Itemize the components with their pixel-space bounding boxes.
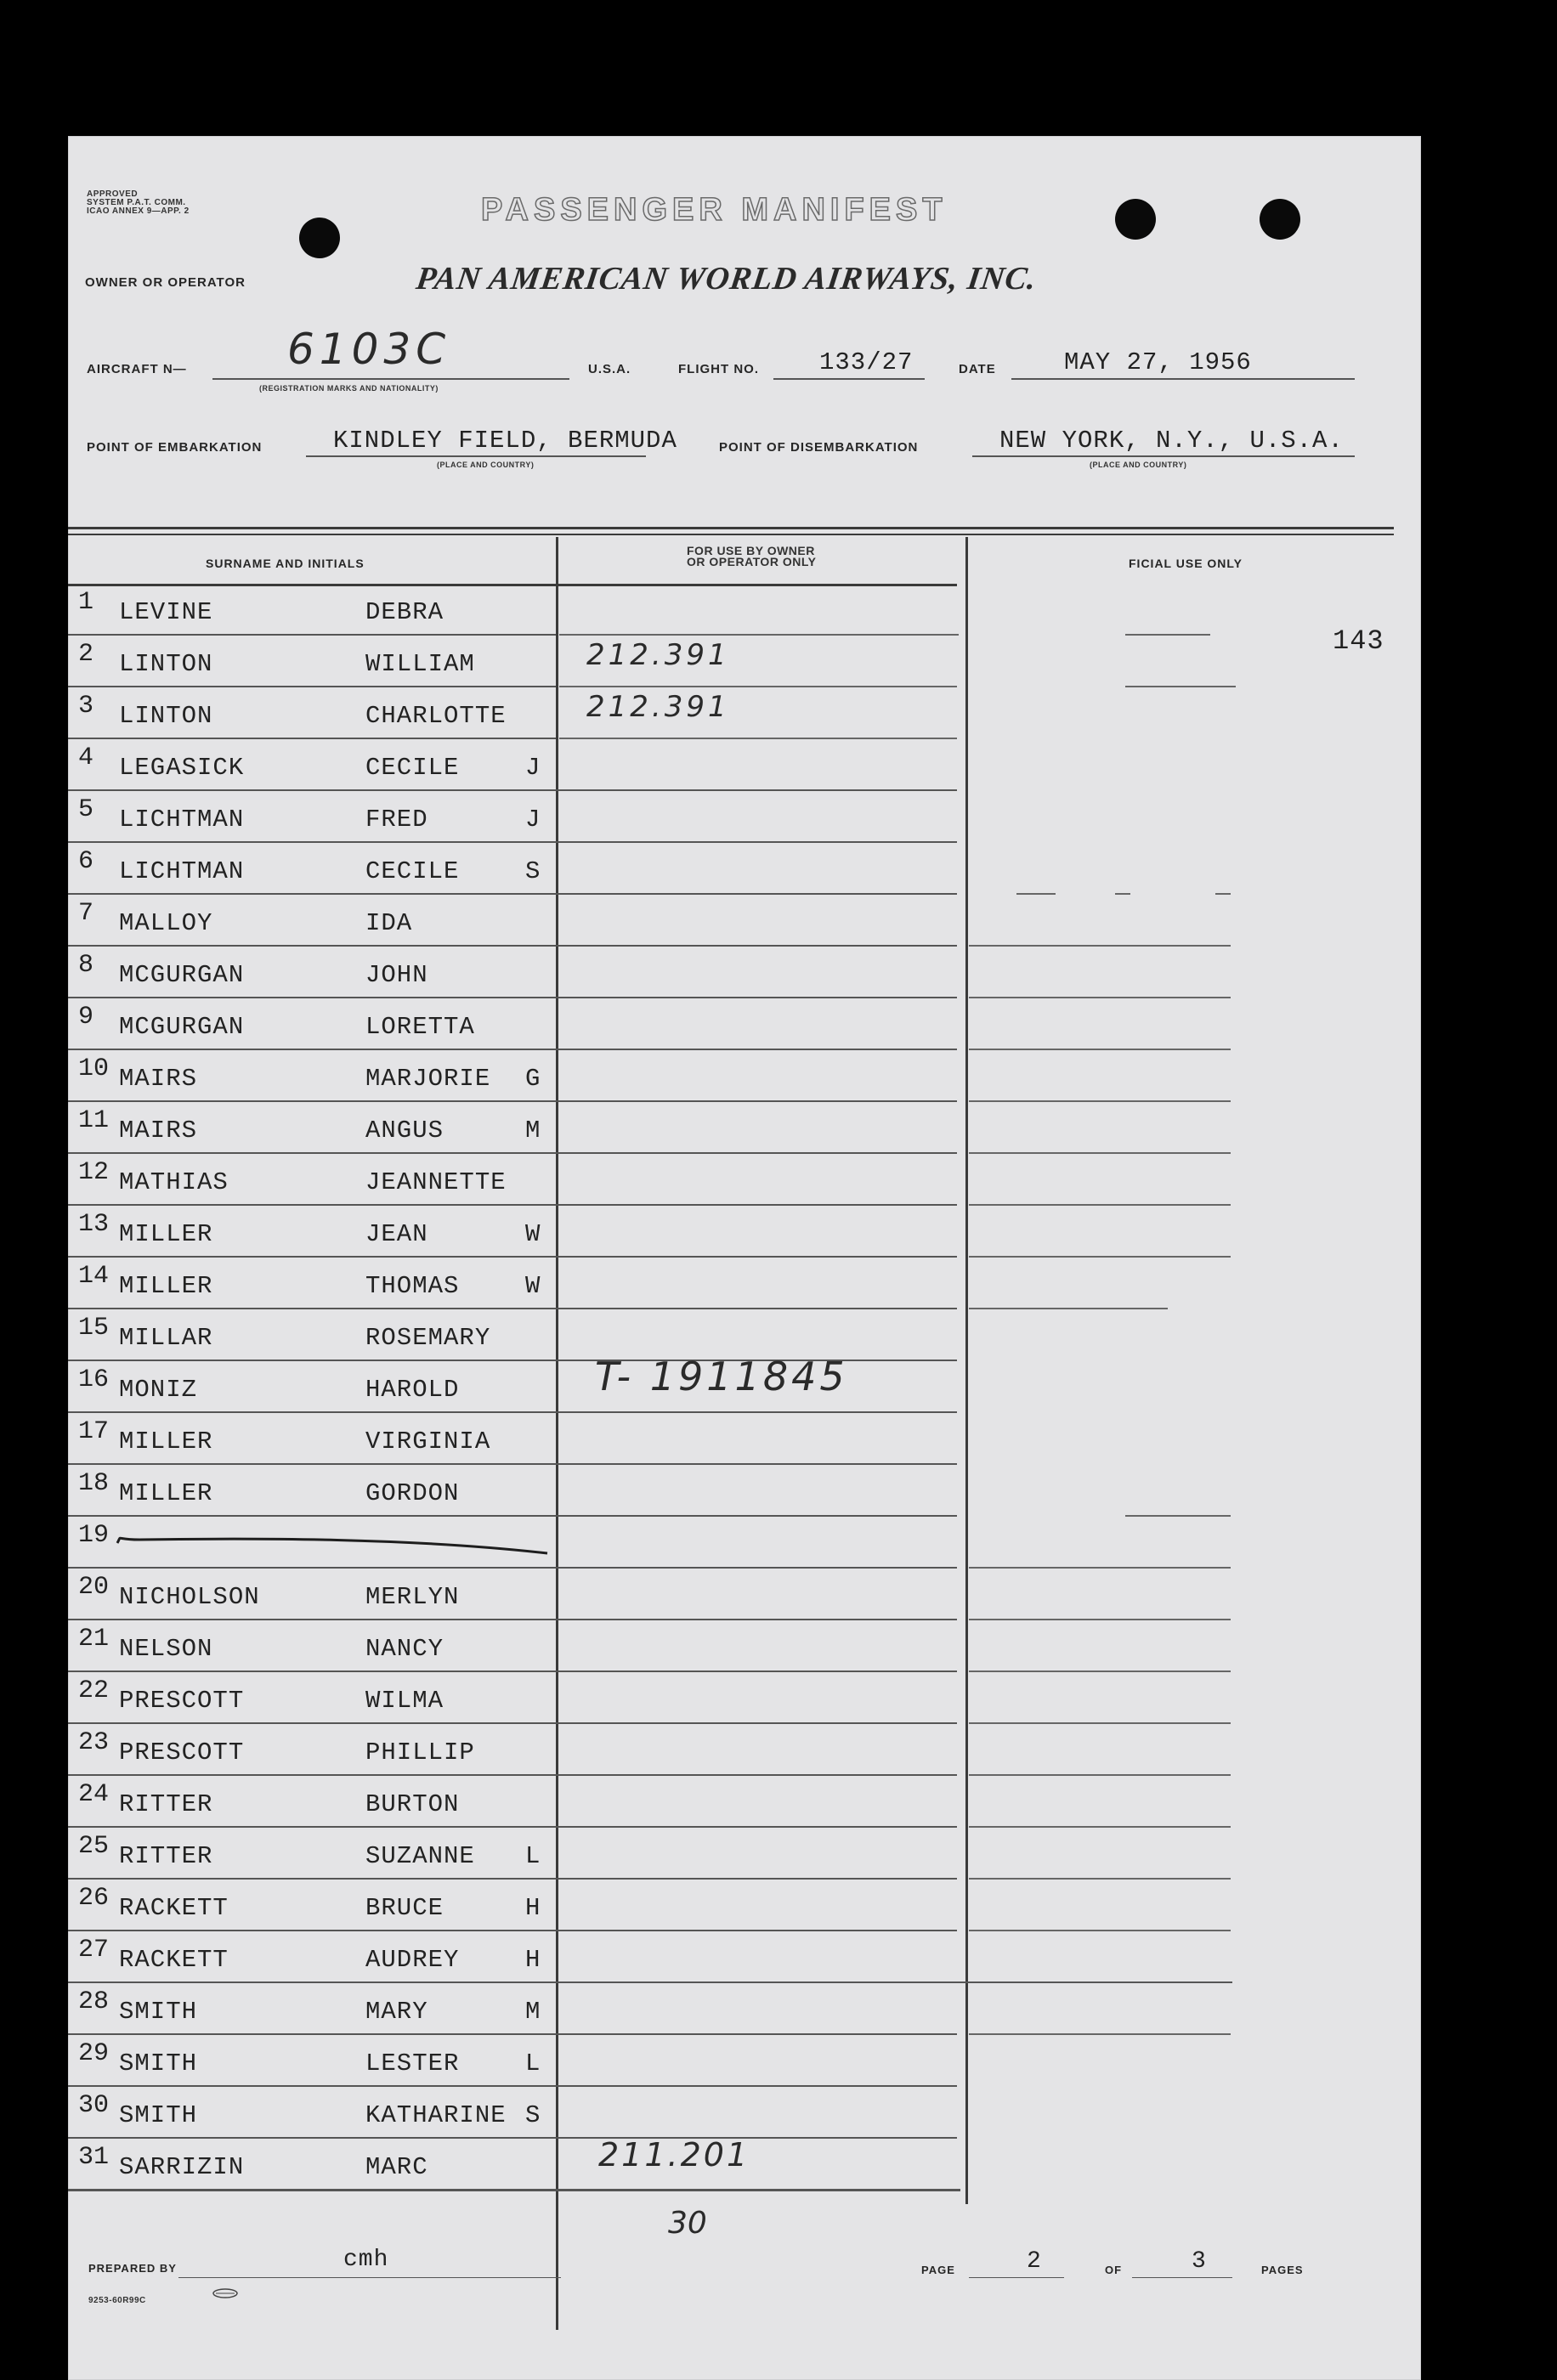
row-rule: [68, 1204, 957, 1206]
passenger-surname: MILLER: [119, 1479, 213, 1507]
passenger-initial: G: [525, 1065, 541, 1093]
passenger-given-name: BURTON: [365, 1790, 460, 1818]
col-header-official: FICIAL USE ONLY: [1129, 557, 1243, 570]
passenger-given-name: LORETTA: [365, 1013, 475, 1041]
row-number: 11: [78, 1106, 110, 1135]
owner-rule: [559, 686, 957, 687]
passenger-row: [68, 2089, 1421, 2141]
row-rule: [68, 997, 957, 998]
union-label-icon: [211, 2286, 240, 2301]
row-rule: [68, 1308, 957, 1309]
passenger-row: [68, 1416, 1421, 1467]
disembark-underline: [972, 455, 1355, 457]
disembark-label: POINT OF DISEMBARKATION: [719, 440, 919, 455]
row-number: 18: [78, 1469, 110, 1498]
row-number: 17: [78, 1417, 110, 1446]
row-rule: [68, 634, 556, 636]
operator-note: 211.201: [598, 2136, 750, 2174]
passenger-row: [68, 1053, 1421, 1105]
row-rule: [68, 686, 556, 687]
passenger-initial: M: [525, 1117, 541, 1145]
row-rule: [68, 2085, 957, 2087]
col-header-names: SURNAME AND INITIALS: [206, 557, 365, 570]
page-title: PASSENGER MANIFEST: [481, 192, 948, 228]
aircraft-number: 6103C: [287, 325, 451, 374]
passenger-row: [68, 1675, 1421, 1727]
operator-note: 212.391: [586, 690, 730, 724]
passenger-given-name: ANGUS: [365, 1117, 444, 1145]
row-rule: [68, 893, 957, 895]
passenger-row: [68, 1830, 1421, 1882]
passenger-surname: SMITH: [119, 2049, 198, 2078]
row-rule: [68, 1722, 957, 1724]
passenger-surname: NELSON: [119, 1635, 213, 1663]
official-rule: [969, 2033, 1231, 2035]
passenger-surname: LINTON: [119, 702, 213, 730]
row-rule: [68, 1930, 957, 1931]
row-number: 29: [78, 2039, 110, 2068]
row-rule: [68, 1567, 957, 1569]
row-rule: [68, 738, 556, 739]
passenger-given-name: JEAN: [365, 1220, 428, 1248]
date-label: DATE: [959, 362, 996, 376]
official-rule: [1215, 893, 1231, 895]
page-number: 2: [1027, 2248, 1042, 2275]
owner-label: OWNER OR OPERATOR: [85, 275, 246, 290]
passenger-surname: MCGURGAN: [119, 1013, 245, 1041]
passenger-surname: MILLER: [119, 1220, 213, 1248]
passenger-row: [68, 1354, 1421, 1416]
passenger-list: [68, 586, 1421, 2192]
passenger-surname: MCGURGAN: [119, 961, 245, 989]
passenger-given-name: MARJORIE: [365, 1065, 491, 1093]
passenger-surname: MILLER: [119, 1427, 213, 1456]
passenger-given-name: BRUCE: [365, 1894, 444, 1922]
passenger-initial: S: [525, 857, 541, 885]
passenger-row: [68, 1001, 1421, 1053]
embark-place: KINDLEY FIELD, BERMUDA: [333, 427, 677, 455]
passenger-initial: L: [525, 1842, 541, 1870]
row-rule: [68, 1515, 957, 1517]
passenger-surname: LEVINE: [119, 598, 213, 626]
passenger-given-name: AUDREY: [365, 1946, 460, 1974]
official-rule: [1125, 634, 1210, 636]
row-number: 6: [78, 847, 94, 876]
row-number: 2: [78, 640, 94, 669]
passenger-row: [68, 1986, 1421, 2038]
passenger-row: [68, 2038, 1421, 2089]
row-number: 9: [78, 1003, 94, 1032]
row-number: 10: [78, 1054, 110, 1083]
row-rule: [68, 1256, 957, 1258]
row-rule: [68, 945, 957, 947]
passenger-given-name: PHILLIP: [365, 1738, 475, 1767]
official-rule: [969, 1722, 1231, 1724]
passenger-given-name: WILLIAM: [365, 650, 475, 678]
passenger-row: [68, 1623, 1421, 1675]
row-rule: [68, 1826, 957, 1828]
row-number: 8: [78, 951, 94, 980]
row-number: 31: [78, 2143, 110, 2172]
passenger-row: [68, 638, 1421, 690]
passenger-given-name: HAROLD: [365, 1376, 460, 1404]
aircraft-sublabel: (REGISTRATION MARKS AND NATIONALITY): [259, 384, 439, 393]
page-label: PAGE: [921, 2264, 955, 2276]
row-number: 22: [78, 1676, 110, 1705]
passenger-row: [68, 1727, 1421, 1778]
row-number: 30: [78, 2091, 110, 2120]
date-underline: [1011, 378, 1355, 380]
col-header-owner: FOR USE BY OWNER OR OPERATOR ONLY: [687, 544, 817, 568]
passenger-surname: MAIRS: [119, 1117, 198, 1145]
passenger-row: [68, 690, 1421, 742]
official-rule: [1016, 893, 1056, 895]
passenger-surname: LICHTMAN: [119, 857, 245, 885]
prepared-by-value: cmh: [343, 2247, 389, 2273]
row-number: 28: [78, 1987, 110, 2016]
punch-hole-right-2: [1260, 199, 1300, 240]
row-rule: [68, 1152, 957, 1154]
passenger-row: [68, 586, 1421, 638]
owner-rule: [559, 738, 957, 739]
passenger-given-name: THOMAS: [365, 1272, 460, 1300]
row-rule: [68, 1463, 957, 1465]
passenger-given-name: FRED: [365, 806, 428, 834]
passenger-given-name: CECILE: [365, 857, 460, 885]
official-rule: [969, 1826, 1231, 1828]
official-rule: [969, 1878, 1231, 1880]
row-number: 12: [78, 1158, 110, 1187]
passenger-given-name: SUZANNE: [365, 1842, 475, 1870]
passenger-surname: LINTON: [119, 650, 213, 678]
passenger-row: [68, 794, 1421, 845]
header-rule-top-2: [68, 534, 1394, 535]
passenger-row: [68, 1467, 1421, 1519]
row-number: 21: [78, 1625, 110, 1654]
row-number: 5: [78, 795, 94, 824]
passenger-given-name: CHARLOTTE: [365, 702, 507, 730]
row-rule: [68, 1774, 957, 1776]
official-rule: [969, 1308, 1168, 1309]
passenger-surname: PRESCOTT: [119, 1738, 245, 1767]
embark-underline: [306, 455, 646, 457]
row-rule: [68, 2033, 957, 2035]
passenger-initial: J: [525, 754, 541, 782]
punch-hole-right-1: [1115, 199, 1156, 240]
passenger-given-name: IDA: [365, 909, 413, 937]
passenger-surname: SMITH: [119, 2101, 198, 2129]
row-rule: [68, 841, 957, 843]
flight-underline: [773, 378, 925, 380]
passenger-row: [68, 1571, 1421, 1623]
passenger-row: [68, 897, 1421, 949]
row-rule: [68, 1049, 957, 1050]
owner-rule: [559, 634, 959, 636]
passenger-row: [68, 1208, 1421, 1260]
prepared-by-label: PREPARED BY: [88, 2262, 177, 2275]
passenger-initial: L: [525, 2049, 541, 2078]
row-number: 4: [78, 743, 94, 772]
passenger-surname: RITTER: [119, 1842, 213, 1870]
passenger-surname: PRESCOTT: [119, 1687, 245, 1715]
passenger-surname: MILLAR: [119, 1324, 213, 1352]
passenger-surname: MAIRS: [119, 1065, 198, 1093]
passenger-surname: SMITH: [119, 1998, 198, 2026]
passenger-surname: SARRIZIN: [119, 2153, 245, 2181]
official-rule: [1125, 1515, 1231, 1517]
passenger-given-name: GORDON: [365, 1479, 460, 1507]
passenger-initial: M: [525, 1998, 541, 2026]
row-rule: [68, 1411, 957, 1413]
pages-label: PAGES: [1261, 2264, 1304, 2276]
passenger-row: [68, 949, 1421, 1001]
official-rule: [969, 945, 1231, 947]
passenger-row: [68, 1934, 1421, 1986]
passenger-row: [68, 1105, 1421, 1156]
strike-through-mark: [88, 1528, 598, 1562]
row-number: 14: [78, 1262, 110, 1291]
passenger-initial: W: [525, 1272, 541, 1300]
official-rule: [969, 1774, 1231, 1776]
handwritten-total: 30: [668, 2206, 707, 2241]
passenger-surname: RITTER: [119, 1790, 213, 1818]
manifest-sheet: [68, 136, 1421, 2380]
printer-code: 9253-60R99C: [88, 2296, 146, 2305]
flight-date: MAY 27, 1956: [1064, 348, 1252, 376]
official-rule: [969, 1152, 1231, 1154]
pages-total: 3: [1192, 2248, 1207, 2275]
official-rule: [969, 1567, 1231, 1569]
passenger-given-name: WILMA: [365, 1687, 444, 1715]
passenger-row: [68, 1778, 1421, 1830]
official-rule: [969, 1049, 1231, 1050]
flight-label: FLIGHT NO.: [678, 362, 759, 376]
punch-hole-left: [299, 218, 340, 258]
passenger-surname: MALLOY: [119, 909, 213, 937]
row-number: 24: [78, 1780, 110, 1809]
passenger-initial: H: [525, 1946, 541, 1974]
header-rule-top: [68, 527, 1394, 529]
official-rule: [969, 1930, 1231, 1931]
row-rule: [68, 2189, 960, 2191]
row-number: 27: [78, 1936, 110, 1964]
passenger-given-name: NANCY: [365, 1635, 444, 1663]
row-rule: [68, 1981, 1232, 1983]
row-rule: [68, 1878, 957, 1880]
passenger-surname: MONIZ: [119, 1376, 198, 1404]
row-number: 13: [78, 1210, 110, 1239]
row-number: 16: [78, 1365, 110, 1394]
passenger-row: [68, 1519, 1421, 1571]
passenger-surname: LICHTMAN: [119, 806, 245, 834]
page-underline: [969, 2277, 1064, 2278]
official-rule: [969, 1256, 1231, 1258]
passenger-given-name: JEANNETTE: [365, 1168, 507, 1196]
official-rule: [969, 997, 1231, 998]
embark-label: POINT OF EMBARKATION: [87, 440, 263, 455]
passenger-row: [68, 845, 1421, 897]
embark-sublabel: (PLACE AND COUNTRY): [437, 461, 535, 469]
passenger-surname: MATHIAS: [119, 1168, 229, 1196]
row-rule: [68, 1671, 957, 1672]
passenger-surname: MILLER: [119, 1272, 213, 1300]
passenger-surname: RACKETT: [119, 1946, 229, 1974]
row-number: 20: [78, 1573, 110, 1602]
aircraft-underline: [212, 378, 569, 380]
passenger-row: [68, 742, 1421, 794]
margin-number: 143: [1333, 625, 1384, 657]
official-rule: [969, 1204, 1231, 1206]
passenger-surname: RACKETT: [119, 1894, 229, 1922]
aircraft-label: AIRCRAFT N—: [87, 362, 187, 376]
official-rule: [969, 1100, 1231, 1102]
official-rule: [1115, 893, 1130, 895]
disembark-place: NEW YORK, N.Y., U.S.A.: [999, 427, 1344, 455]
row-number: 3: [78, 692, 94, 721]
row-number: 15: [78, 1314, 110, 1343]
row-rule: [68, 1100, 957, 1102]
row-rule: [68, 789, 957, 791]
passenger-given-name: ROSEMARY: [365, 1324, 491, 1352]
passenger-initial: H: [525, 1894, 541, 1922]
operator-note: T- 1911845: [595, 1354, 848, 1399]
passenger-given-name: JOHN: [365, 961, 428, 989]
passenger-given-name: LESTER: [365, 2049, 460, 2078]
passenger-row: [68, 1156, 1421, 1208]
form-code: APPROVED SYSTEM P.A.T. COMM. ICAO ANNEX 9—APP. 2: [87, 189, 190, 216]
passenger-row: [68, 2136, 1421, 2193]
passenger-given-name: DEBRA: [365, 598, 444, 626]
passenger-given-name: MARC: [365, 2153, 428, 2181]
flight-number: 133/27: [819, 348, 914, 376]
passenger-given-name: CECILE: [365, 754, 460, 782]
official-rule: [1125, 686, 1236, 687]
row-number: 23: [78, 1728, 110, 1757]
official-rule: [969, 1671, 1231, 1672]
owner-name: PAN AMERICAN WORLD AIRWAYS, INC.: [414, 261, 1039, 297]
official-rule: [969, 1619, 1231, 1620]
row-number: 25: [78, 1832, 110, 1861]
passenger-initial: S: [525, 2101, 541, 2129]
row-rule: [68, 2137, 957, 2139]
passenger-given-name: VIRGINIA: [365, 1427, 491, 1456]
row-number: 26: [78, 1884, 110, 1913]
usa-label: U.S.A.: [588, 362, 631, 376]
passenger-initial: J: [525, 806, 541, 834]
passenger-given-name: MERLYN: [365, 1583, 460, 1611]
operator-note: 212.391: [586, 638, 730, 672]
passenger-row: [68, 1260, 1421, 1312]
passenger-given-name: KATHARINE: [365, 2101, 507, 2129]
disembark-sublabel: (PLACE AND COUNTRY): [1090, 461, 1187, 469]
passenger-surname: NICHOLSON: [119, 1583, 260, 1611]
row-number: 19: [78, 1521, 110, 1550]
pages-total-underline: [1132, 2277, 1232, 2278]
passenger-surname: LEGASICK: [119, 754, 245, 782]
prepared-by-underline: [178, 2277, 561, 2278]
passenger-initial: W: [525, 1220, 541, 1248]
of-label: OF: [1105, 2264, 1123, 2276]
row-number: 1: [78, 588, 94, 617]
passenger-row: [68, 1882, 1421, 1934]
row-number: 7: [78, 899, 94, 928]
passenger-given-name: MARY: [365, 1998, 428, 2026]
row-rule: [68, 1619, 957, 1620]
